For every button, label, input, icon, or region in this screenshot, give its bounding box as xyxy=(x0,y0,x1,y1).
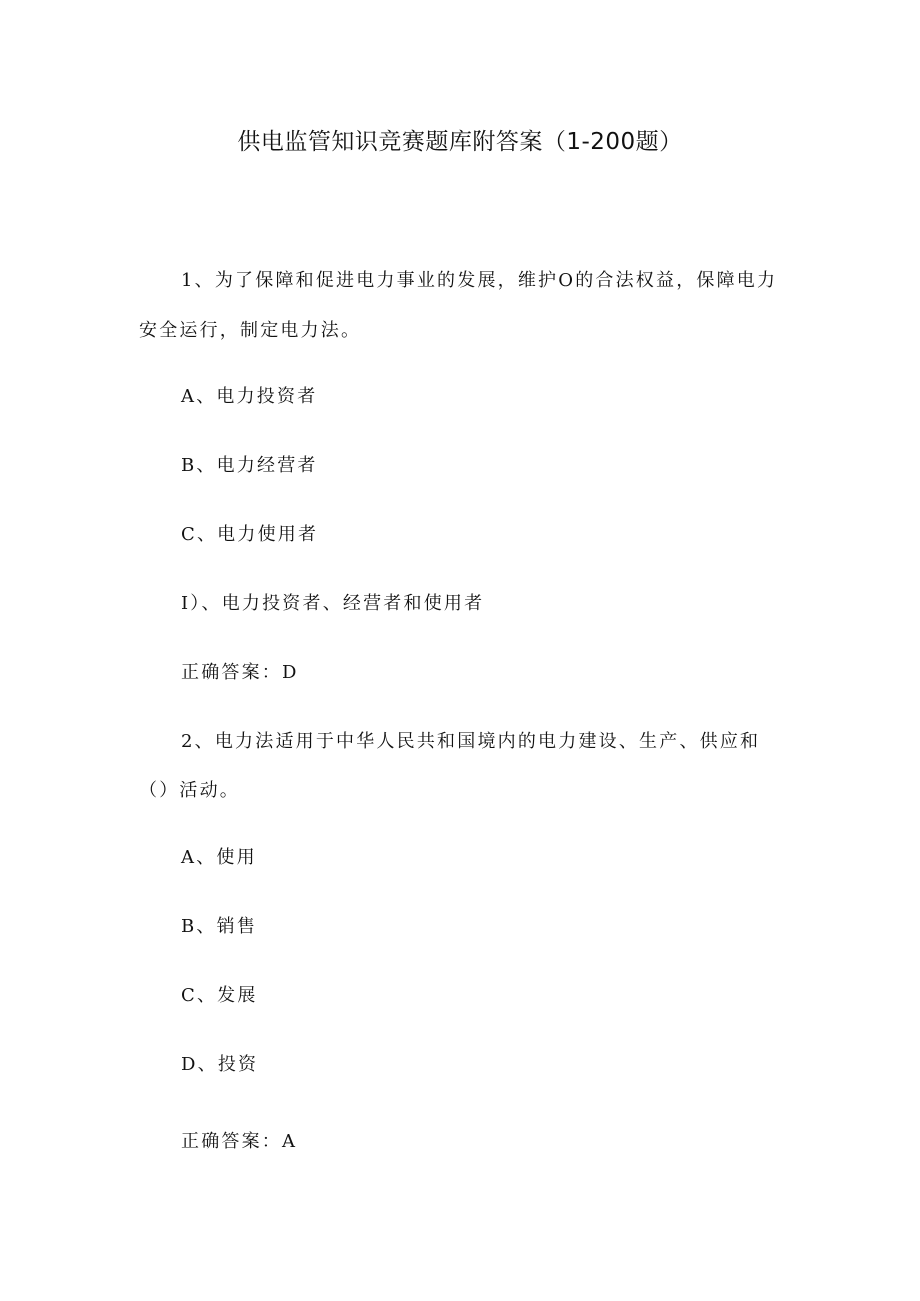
question-1-stem-line-1: 1、为了保障和促进电力事业的发展，维护O的合法权益，保障电力 xyxy=(181,270,778,291)
question-2-stem-line-2: （）活动。 xyxy=(139,780,240,801)
question-2-option-d: D、投资 xyxy=(181,1054,259,1075)
document-title: 供电监管知识竞赛题库附答案（1-200题） xyxy=(237,129,683,155)
question-1-option-b: B、电力经营者 xyxy=(181,455,318,476)
question-1-answer: 正确答案：D xyxy=(181,662,299,683)
question-2-option-a: A、使用 xyxy=(181,847,257,868)
question-2-stem-line-1: 2、电力法适用于中华人民共和国境内的电力建设、生产、供应和 xyxy=(181,731,761,752)
question-1-option-d: I）、电力投资者、经营者和使用者 xyxy=(181,593,485,614)
question-2-answer: 正确答案：A xyxy=(181,1131,298,1152)
question-2-option-c: C、发展 xyxy=(181,985,258,1006)
question-1-stem-line-2: 安全运行，制定电力法。 xyxy=(139,320,362,341)
question-1-option-c: C、电力使用者 xyxy=(181,524,319,545)
question-2-option-b: B、销售 xyxy=(181,916,258,937)
question-1-option-a: A、电力投资者 xyxy=(181,386,318,407)
